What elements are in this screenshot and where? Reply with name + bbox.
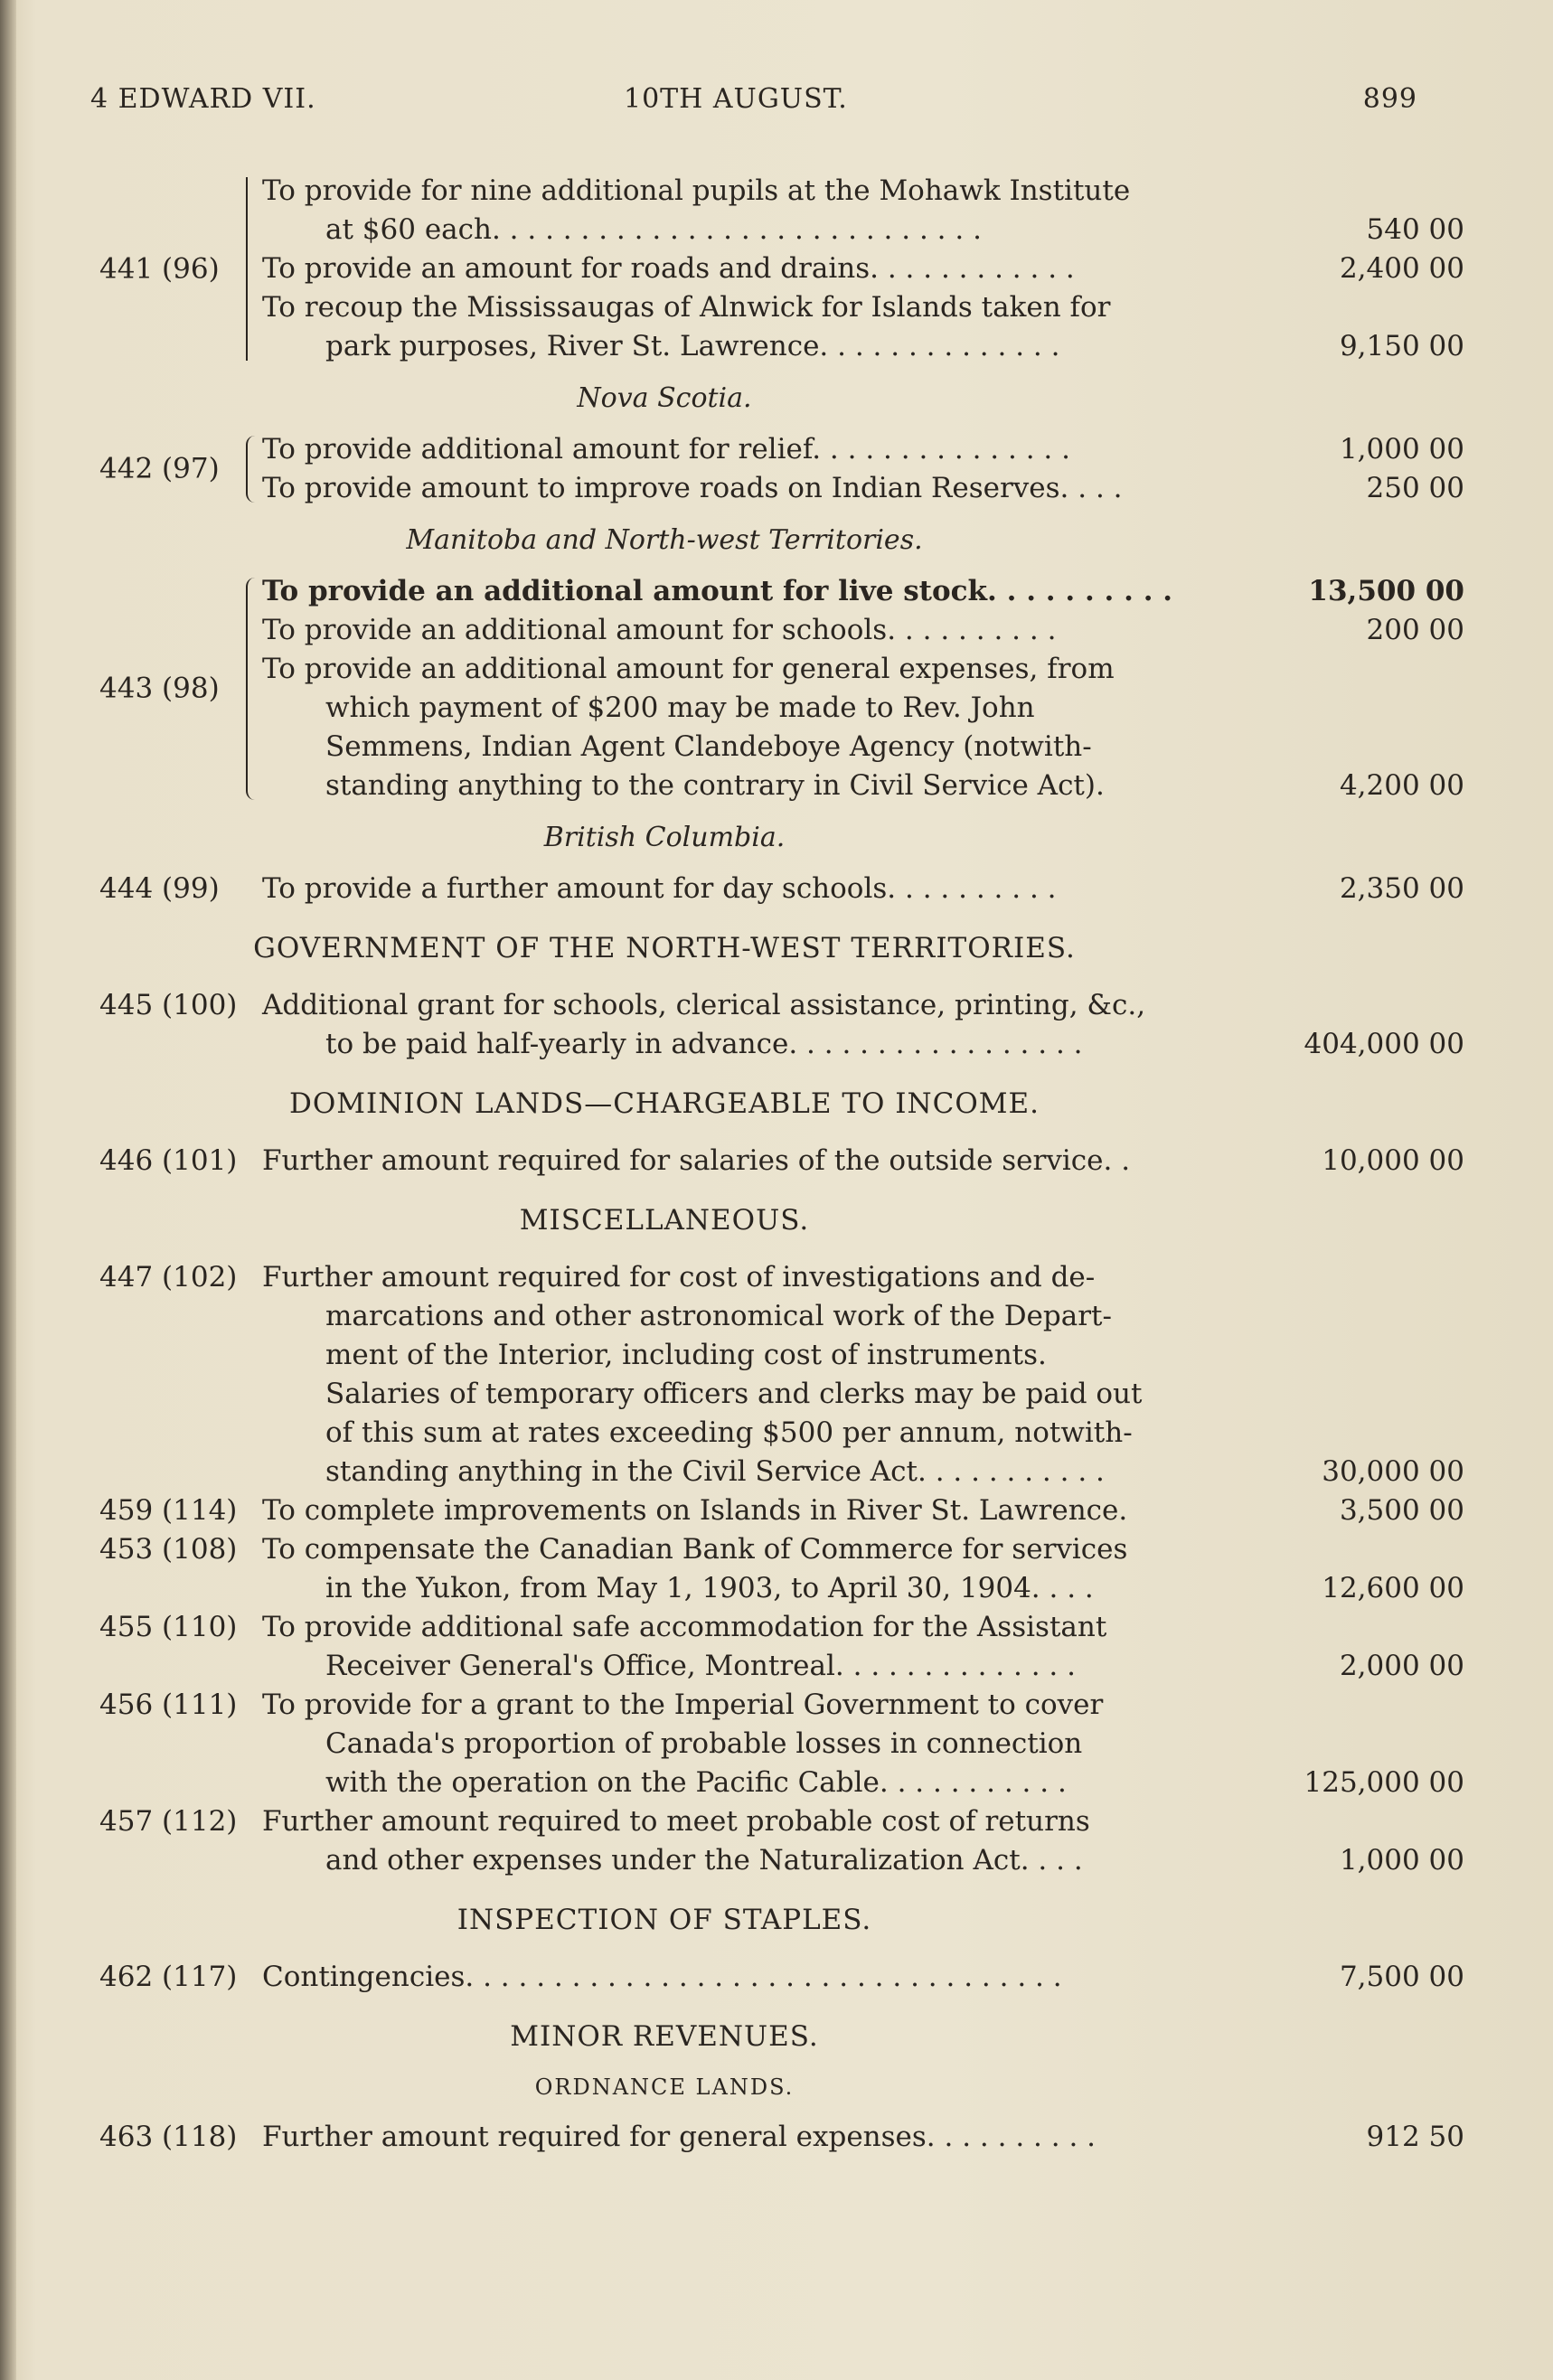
item-text: To compensate the Canadian Bank of Commerce for services [262,1533,1128,1566]
line-item [262,650,1464,805]
item-text: To provide an amount for roads and drains. . . . . . . . . . . . [262,252,1075,285]
section-heading-inspection-of-staples: INSPECTION OF STAPLES. [456,1904,872,1936]
item-text: Salaries of temporary officers and clerks may be paid out [325,1378,1143,1410]
entry-441 [99,172,1464,366]
entry-number: 455 (110) [99,1611,238,1643]
page-number: 899 [1362,83,1417,115]
item-text: standing anything to the contrary in Civil Service Act). [325,769,1105,802]
amount: 10,000 00 [1322,1144,1464,1177]
item-text: Semmens, Indian Agent Clandeboye Agency (notwith- [325,730,1092,763]
entry-number: 459 (114) [99,1494,238,1527]
item-text: To provide amount to improve roads on Indian Reserves. . . . [262,472,1123,504]
item-text: and other expenses under the Naturalization Act. . . . [325,1844,1083,1877]
entry-455 [99,1608,1464,1686]
entry-number: 456 (111) [99,1689,238,1721]
item-text: To provide additional safe accommodation for the Assistant [262,1611,1107,1643]
amount: 2,350 00 [1339,872,1464,905]
item-text: To complete improvements on Islands in River St. Lawrence. [262,1494,1128,1527]
line-item [262,1142,1464,1181]
line-item [262,1686,1464,1802]
entry-number: 441 (96) [99,252,220,285]
line-item [262,1530,1464,1608]
entry-444 [99,870,1464,908]
line-item [262,288,1464,366]
line-item [262,1491,1464,1530]
entry-457 [99,1802,1464,1880]
line-item [262,572,1464,611]
running-header [90,83,1435,128]
subheading-nova-scotia: Nova Scotia. [577,382,752,414]
amount: 1,000 00 [1339,1844,1464,1877]
document-body [99,172,1464,2157]
item-text: in the Yukon, from May 1, 1903, to April 30, 1904. . . . [325,1572,1094,1604]
item-text: with the operation on the Pacific Cable. . . . . . . . . . . [325,1766,1067,1799]
entry-462 [99,1958,1464,1997]
amount: 912 50 [1366,2121,1464,2153]
item-text: To recoup the Mississaugas of Alnwick for Islands taken for [262,291,1111,324]
line-item [262,2118,1464,2157]
entry-number: 463 (118) [99,2121,238,2153]
amount: 2,400 00 [1339,252,1464,285]
item-text: at $60 each. . . . . . . . . . . . . . . . . . . . . . . . . . . . [325,213,982,246]
item-text: Further amount required for salaries of the outside service. . [262,1144,1131,1177]
entry-number: 462 (117) [99,1961,238,1993]
line-item [262,1958,1464,1997]
entry-number: 444 (99) [99,872,220,905]
item-text: Contingencies. . . . . . . . . . . . . . . . . . . . . . . . . . . . . . . . . . [262,1961,1062,1993]
entry-459 [99,1491,1464,1530]
entry-number: 446 (101) [99,1144,238,1177]
amount: 540 00 [1366,213,1464,246]
amount: 3,500 00 [1339,1494,1464,1527]
item-text: Further amount required for general expenses. . . . . . . . . . [262,2121,1097,2153]
section-heading-minor-revenues: MINOR REVENUES. [510,2020,819,2053]
entry-number: 453 (108) [99,1533,238,1566]
item-text: To provide a further amount for day schools. . . . . . . . . . [262,872,1057,905]
item-text: to be paid half-yearly in advance. . . . . . . . . . . . . . . . . [325,1028,1083,1060]
line-item [262,870,1464,908]
item-text: Receiver General's Office, Montreal. . . . . . . . . . . . . . [325,1650,1076,1682]
amount: 200 00 [1366,614,1464,646]
item-text: park purposes, River St. Lawrence. . . . . . . . . . . . . . [325,330,1060,362]
header-date: 10TH AUGUST. [624,83,848,115]
entry-number: 447 (102) [99,1261,238,1293]
item-text: Further amount required for cost of investigations and de- [262,1261,1096,1293]
amount: 4,200 00 [1339,769,1464,802]
item-text: Further amount required to meet probable cost of returns [262,1805,1090,1838]
amount: 9,150 00 [1339,330,1464,362]
entry-453 [99,1530,1464,1608]
amount: 1,000 00 [1339,433,1464,466]
subheading-ordnance-lands: ORDNANCE LANDS. [534,2074,795,2100]
item-text: marcations and other astronomical work of the Depart- [325,1300,1112,1332]
entry-number: 445 (100) [99,989,238,1021]
item-text: which payment of $200 may be made to Rev. John [325,691,1035,724]
amount: 30,000 00 [1322,1455,1464,1488]
item-text: To provide an additional amount for live stock. . . . . . . . . . [262,575,1173,607]
item-text: To provide an additional amount for schools. . . . . . . . . . [262,614,1057,646]
line-item [262,172,1464,249]
entry-463 [99,2118,1464,2157]
item-text: Additional grant for schools, clerical assistance, printing, &c., [262,989,1146,1021]
brace [246,436,259,503]
amount: 7,500 00 [1339,1961,1464,1993]
line-item [262,986,1464,1064]
line-item [262,430,1464,469]
entry-456 [99,1686,1464,1802]
section-heading-gov-nwt: GOVERNMENT OF THE NORTH-WEST TERRITORIES. [253,932,1076,964]
amount: 125,000 00 [1304,1766,1464,1799]
line-item [262,1608,1464,1686]
item-text: standing anything in the Civil Service Act. . . . . . . . . . . [325,1455,1105,1488]
line-item [262,469,1464,508]
subheading-british-columbia: British Columbia. [543,822,786,853]
item-text: To provide an additional amount for general expenses, from [262,653,1115,685]
line-item [262,1802,1464,1880]
line-item [262,249,1464,288]
entry-443 [99,572,1464,805]
amount: 250 00 [1366,472,1464,504]
item-text: ment of the Interior, including cost of instruments. [325,1339,1047,1371]
amount: 2,000 00 [1339,1650,1464,1682]
entry-number: 443 (98) [99,672,220,705]
item-text: of this sum at rates exceeding $500 per annum, notwith- [325,1416,1133,1449]
item-text: To provide for nine additional pupils at the Mohawk Institute [262,174,1131,207]
header-regnal-year: 4 EDWARD VII. [90,83,316,115]
amount: 404,000 00 [1304,1028,1464,1060]
entry-number: 457 (112) [99,1805,238,1838]
item-text: To provide additional amount for relief. . . . . . . . . . . . . . . [262,433,1070,466]
entry-445 [99,986,1464,1064]
entry-446 [99,1142,1464,1181]
subheading-manitoba: Manitoba and North-west Territories. [406,524,923,556]
brace [246,578,259,800]
entry-447 [99,1258,1464,1491]
entry-number: 442 (97) [99,452,220,485]
line-item [262,611,1464,650]
item-text: To provide for a grant to the Imperial Government to cover [262,1689,1104,1721]
amount: 12,600 00 [1322,1572,1464,1604]
amount: 13,500 00 [1308,575,1464,607]
entry-442 [99,430,1464,508]
item-text: Canada's proportion of probable losses in connection [325,1727,1083,1760]
bracket [246,177,259,361]
section-heading-dominion-lands: DOMINION LANDS—CHARGEABLE TO INCOME. [289,1087,1040,1120]
section-heading-miscellaneous: MISCELLANEOUS. [519,1204,810,1237]
line-item [262,1258,1464,1491]
page-binding-edge [0,0,16,2380]
